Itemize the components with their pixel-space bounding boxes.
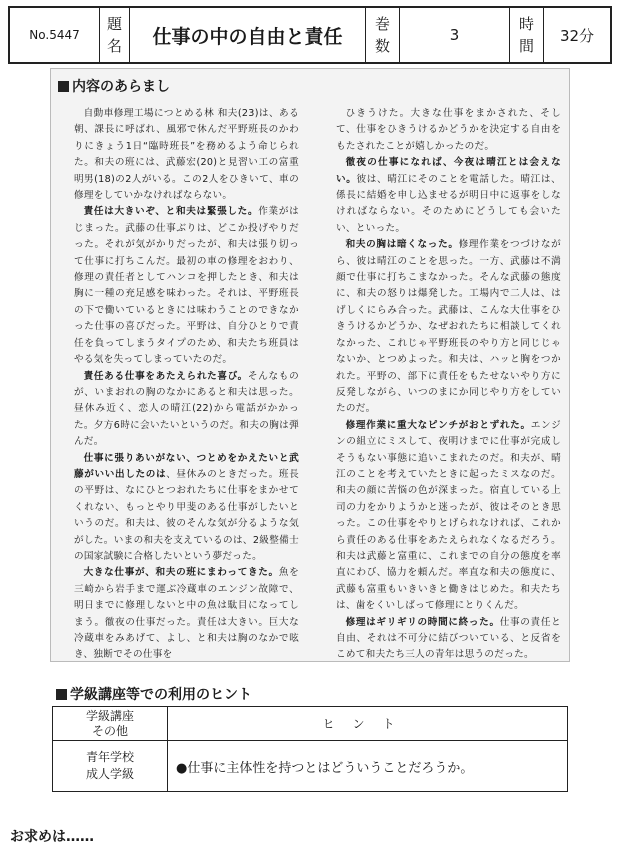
summary-paragraph [74, 565, 299, 663]
summary-column-right [336, 106, 562, 661]
summary-paragraph-lead: 責任ある仕事をあたえられた喜び。 [83, 370, 248, 382]
hints-text: ●仕事に主体性を持つとはどういうことだろうか。 [168, 741, 568, 792]
summary-paragraph-text: 修理作業をつづけながら、彼は晴江のことを思った。一方、武藤は不満顔で仕事に打ちこまなかった。そんな武藤の態度に、和夫の怒りは爆発した。工場内で二人は、はげしくにらみ合った。武藤は、こんな大仕事をひきうけるかどうか、なぜおれたちに相談してくれなかった、これじゃ平野班長のやり方と同じじゃないか、とつめよった。和夫は、ハッと胸をつかれた。平野の、部下に責任をもたせないやり方に反発しながら、いつのまにか同じやり方をしていたのだ。 [336, 239, 561, 415]
summary-paragraph [336, 418, 561, 615]
summary-paragraph [336, 106, 561, 155]
summary-paragraph-text: 彼は、晴江にそのことを電話した。晴江は、係長に結婚を申し込ませるが明日中に返事をしなければならない。そのためにどうしても会いたい、といった。 [336, 173, 562, 234]
square-bullet-icon [56, 689, 67, 700]
title-label: 題 名 [100, 8, 130, 62]
summary-paragraph-lead: 仕事に張りあいがない、つとめをかえたいと武藤がいい出したのは [74, 452, 299, 480]
summary-paragraph [74, 204, 299, 368]
summary-paragraph-text: エンジンの組立にミスして、夜明けまでに仕事が完成しそうもない事態に追いこまれたのだ。和夫が、晴江のことを考えていたときに起ったミスなのだ。和夫の顔に苦悩の色が深まった。宿直している上司の力をかりようかと迷ったが、彼はそのとき思った。この仕事をやりとげられなければ、これから責任のある仕事をあたえられなくなるだろう。和夫は武藤と富重に、これまでの自分の態度を率直にわび、協力を頼んだ。率直な和夫の態度に、武藤も富重もいきいきと働きはじめた。和夫たちは、歯をくいしばって修理にとりくんだ。 [336, 419, 561, 612]
summary-paragraph [74, 106, 299, 204]
duration-value: 32分 [559, 26, 595, 45]
summary-paragraph-lead: 徹夜の仕事になれば、今夜は晴江とは会えない。 [336, 157, 561, 185]
header-table [8, 6, 612, 64]
summary-paragraph [336, 615, 561, 664]
summary-heading: 内容のあらまし [58, 76, 170, 96]
catalog-number: No.5447 [10, 8, 100, 62]
summary-paragraph-text: 仕事の責任と自由、それは不可分に結びついている、と反省をこめて和夫たち三人の青年は思うのだった。 [336, 616, 561, 661]
time-label: 時 間 [510, 8, 544, 62]
hints-target: 青年学校 成人学級 [53, 741, 168, 792]
film-title: 仕事の中の自由と責任 [130, 8, 366, 62]
summary-paragraph-text: 自動車修理工場につとめる林 和夫(23)は、ある朝、課長に呼ばれ、風邪で休んだ平野班長のかわりにきょう1日“臨時班長”を務めるよう命じられた。和夫の班には、武藤宏(20)と見習い工の富重明男(18)の2人がいる。この2人をひきいて、車の修理をしていかなければならない。 [74, 108, 299, 202]
summary-paragraph [336, 237, 561, 417]
summary-paragraph-lead: 大きな仕事が、和夫の班にまわってきた。 [83, 567, 279, 579]
summary-paragraph-text: 作業がはじまった。武藤の仕事ぶりは、どこか投げやりだった。それが気がかりだったが、和夫は張り切って仕事に打ちこんだ。最初の車の修理をおわり、修理の責任者としてハンコを押したとき、和夫は胸に一種の充足感を味わった。それは、平野班長の下で働いているときには味わうことのできなかった仕事の喜びだった。平野は、自分ひとりで責任を負ってしまうタイプのため、和夫たち班員はやる気を失ってしまっていたのだ。 [74, 206, 299, 366]
summary-columns [74, 106, 562, 661]
summary-paragraph [74, 369, 299, 451]
summary-paragraph-lead: 和夫の胸は暗くなった。 [345, 239, 459, 251]
summary-paragraph [74, 451, 299, 566]
hints-table [52, 706, 568, 792]
summary-column-left [74, 106, 299, 661]
summary-paragraph-lead: 修理作業に重大なピンチがおとずれた。 [345, 419, 531, 431]
volume-label: 巻 数 [366, 8, 400, 62]
hints-hint-label: ヒント [168, 707, 568, 741]
summary-paragraph-lead: 修理はギリギリの時間に終った。 [345, 616, 500, 628]
hints-col-label: 学級講座 その他 [53, 707, 168, 741]
summary-paragraph-text: 魚を三崎から岩手まで運ぶ冷蔵車のエンジン故障で、明日までに修理しないと中の魚は駄目になってしまう。徹夜の仕事だった。責任は大きい。巨大な冷蔵車をみあげて、よし、と和夫は胸のなかで呟き、独断でその仕事を [74, 567, 299, 661]
summary-paragraph-text: ひきうけた。大きな仕事をまかされた、そして、仕事をひきうけるかどうかを決定する自由をもたされたことが嬉しかったのだ。 [336, 108, 561, 152]
summary-paragraph [336, 155, 561, 237]
volume-value: 3 [400, 8, 510, 62]
footer-text: お求めは…… [10, 829, 94, 845]
summary-paragraph-lead: 責任は大きいぞ、と和夫は緊張した。 [83, 206, 259, 218]
summary-paragraph-text: そんなものが、いまおれの胸のなかにあると和夫は思った。昼休み近く、恋人の晴江(22)から電話がかかった。夕方6時に会いたいというのだ。和夫の胸は弾んだ。 [74, 370, 299, 448]
hints-heading: 学級講座等での利用のヒント [56, 684, 252, 704]
square-bullet-icon [58, 81, 69, 92]
summary-paragraph-text: 、昼休みのときだった。班長の平野は、なにひとつおれたちに仕事をまかせてくれない、もっとやり甲斐のある仕事がしたいというのだ。和夫は、彼のそんな気が分るような気がした。いまの和夫を支えているのは、2級整備士の国家試験に合格したいという夢だった。 [74, 468, 299, 562]
